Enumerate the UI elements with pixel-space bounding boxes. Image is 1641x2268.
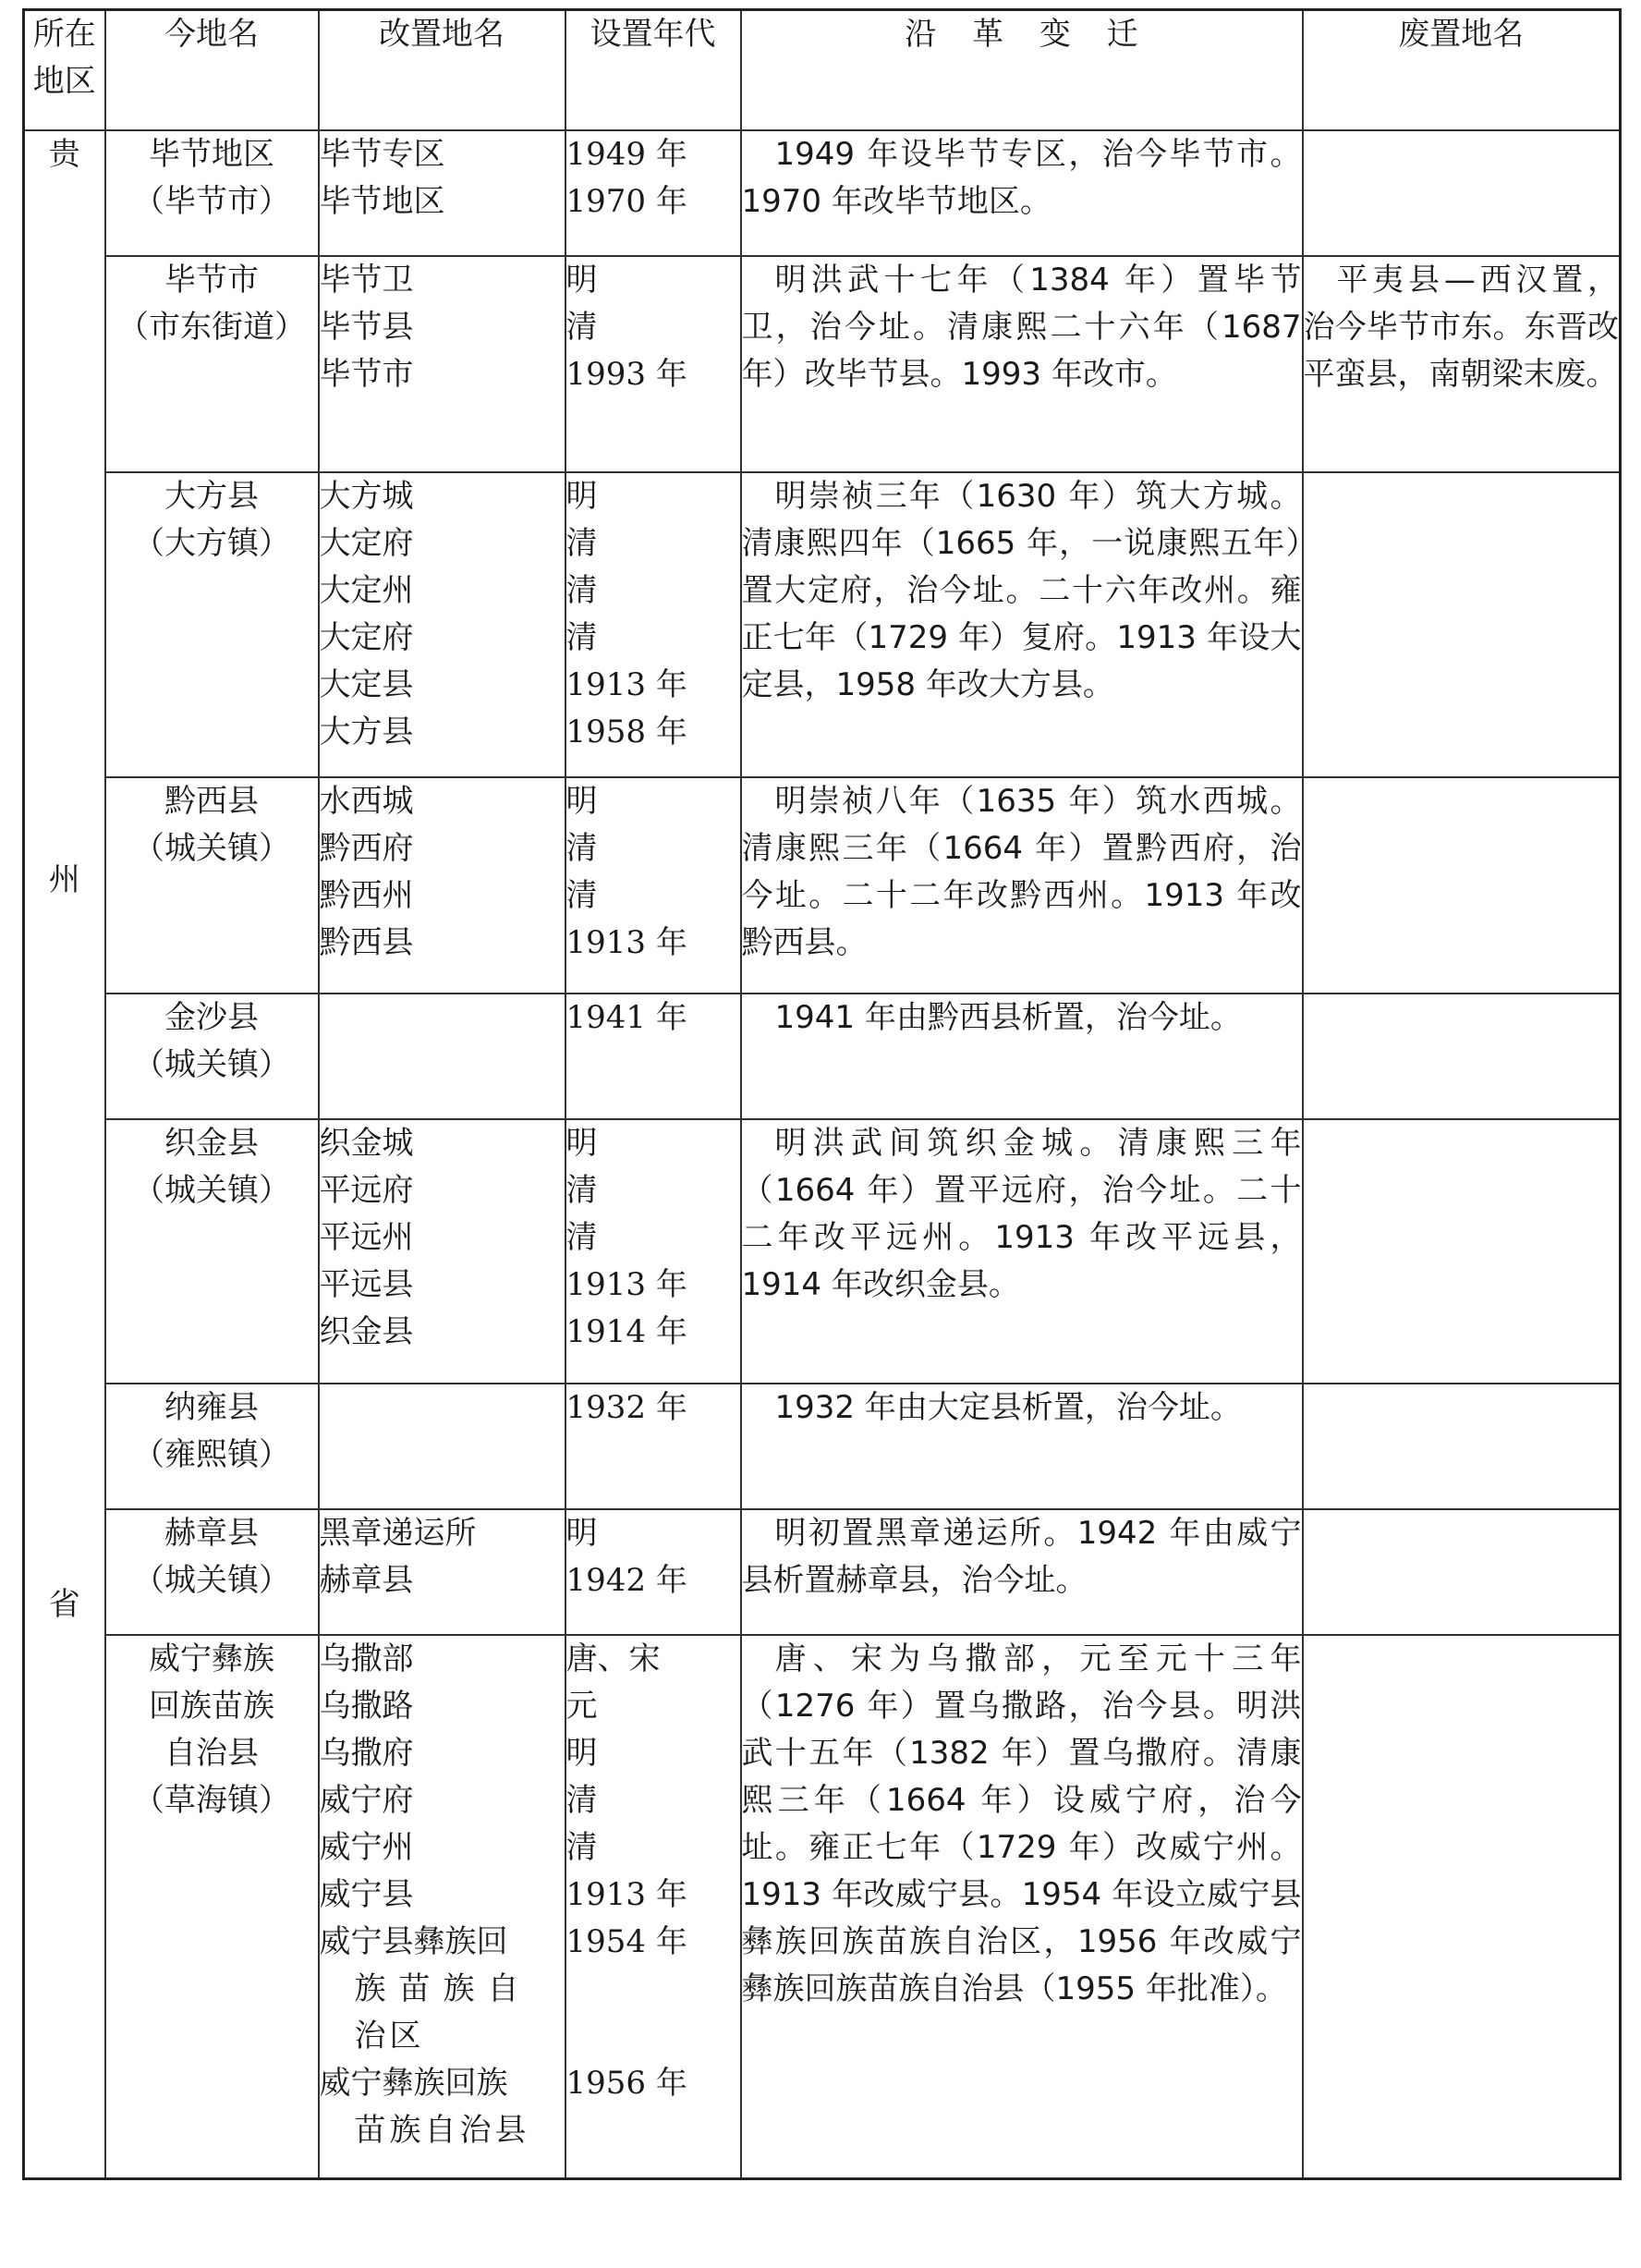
renamed-line: 威宁府 [319, 1782, 414, 1819]
header-row [24, 10, 1621, 131]
current-name-cell [105, 777, 319, 994]
year-line: 明 [565, 1735, 598, 1772]
renamed-line: 大定县 [319, 666, 414, 703]
abolished-cell [1303, 1509, 1621, 1635]
renamed-line: 乌撒路 [319, 1688, 414, 1725]
renamed-line: 苗族自治县 [354, 2112, 530, 2149]
name-line: 大方县 [164, 478, 259, 515]
table-row [24, 1635, 1621, 2179]
year-line: 清 [565, 1782, 598, 1819]
year-line: 1913 年 [565, 1266, 687, 1303]
header-current-name: 今地名 [105, 10, 319, 131]
abolished-cell: 平夷县—西汉置，治今毕节市东。东晋改平蛮县，南朝梁末废。 [1303, 256, 1621, 472]
year-line: 清 [565, 877, 598, 914]
name-line: 黔西县 [164, 783, 259, 820]
table-row [24, 1384, 1621, 1509]
year-line: 清 [565, 572, 598, 609]
renamed-line: 威宁县彝族回 [319, 1923, 508, 1960]
years-cell [565, 994, 741, 1119]
year-line: 清 [565, 830, 598, 867]
renamed-line: 黔西州 [319, 877, 414, 914]
year-line: 1941 年 [565, 999, 687, 1036]
year-line: 1913 年 [565, 924, 687, 961]
abolished-cell [1303, 130, 1621, 256]
header-region-line2: 地区 [32, 63, 96, 100]
name-line: （雍熙镇） [133, 1436, 290, 1473]
name-line: 金沙县 [164, 999, 259, 1036]
header-abolished: 废置地名 [1303, 10, 1621, 131]
renamed-line: 黔西县 [319, 924, 414, 961]
region-cell [24, 130, 105, 2179]
current-name-cell [105, 256, 319, 472]
history-cell: 明崇祯八年（1635 年）筑水西城。清康熙三年（1664 年）置黔西府，治今址。二十二年改黔西州。1913 年改黔西县。 [741, 777, 1303, 994]
years-cell [565, 1119, 741, 1384]
region-char: 省 [48, 1586, 80, 1623]
history-cell: 明崇祯三年（1630 年）筑大方城。清康熙四年（1665 年，一说康熙五年）置大定府，治今址。二十六年改州。雍正七年（1729 年）复府。1913 年设大定县，1958 年改大方县。 [741, 472, 1303, 777]
renamed-cell [319, 256, 565, 472]
year-line: 1914 年 [565, 1313, 687, 1350]
year-line: 1954 年 [565, 1923, 687, 1960]
year-line: 1993 年 [565, 356, 687, 393]
current-name-cell [105, 1509, 319, 1635]
header-year-set: 设置年代 [565, 10, 741, 131]
year-line: 明 [565, 1515, 598, 1552]
renamed-line: 毕节专区 [319, 136, 445, 173]
renamed-line: 毕节地区 [319, 183, 445, 220]
year-line: 清 [565, 525, 598, 562]
renamed-line: 威宁彝族回族 [319, 2065, 508, 2102]
year-line: 明 [565, 1125, 598, 1162]
renamed-line: 乌撒府 [319, 1735, 414, 1772]
renamed-line: 平远县 [319, 1266, 414, 1303]
history-cell: 明初置黑章递运所。1942 年由威宁县析置赫章县，治今址。 [741, 1509, 1303, 1635]
renamed-line: 大方城 [319, 478, 414, 515]
years-cell [565, 472, 741, 777]
renamed-line: 毕节市 [319, 356, 414, 393]
year-line: 1949 年 [565, 136, 687, 173]
name-line: 回族苗族 [149, 1688, 274, 1725]
renamed-line: 平远州 [319, 1219, 414, 1256]
name-line: 威宁彝族 [149, 1640, 274, 1677]
table-row [24, 1509, 1621, 1635]
year-line: 1913 年 [565, 666, 687, 703]
name-line: （城关镇） [133, 1562, 290, 1599]
year-line: 明 [565, 478, 598, 515]
renamed-line: 毕节县 [319, 309, 414, 346]
renamed-cell [319, 130, 565, 256]
history-cell: 唐、宋为乌撒部，元至元十三年（1276 年）置乌撒路，治今县。明洪武十五年（1382 年）置乌撒府。清康熙三年（1664 年）设威宁府，治今址。雍正七年（1729 年）改威宁州。1913 年改威宁县。1954 年设立威宁县彝族回族苗族自治区，1956 年改威宁彝族回族苗族自治县（1955 年批准）。 [741, 1635, 1303, 2179]
renamed-line: 乌撒部 [319, 1640, 414, 1677]
header-renamed: 改置地名 [319, 10, 565, 131]
year-line: 1932 年 [565, 1389, 687, 1426]
year-line: 清 [565, 1172, 598, 1209]
renamed-line: 大定州 [319, 572, 414, 609]
renamed-cell [319, 777, 565, 994]
renamed-line: 毕节卫 [319, 262, 414, 299]
renamed-line: 大方县 [319, 713, 414, 750]
abolished-cell [1303, 1635, 1621, 2179]
year-line: 唐、宋 [565, 1640, 661, 1677]
history-cell: 1932 年由大定县析置，治今址。 [741, 1384, 1303, 1509]
current-name-cell [105, 994, 319, 1119]
region-char: 州 [48, 860, 80, 898]
header-region-line1: 所在 [32, 16, 96, 53]
years-cell [565, 1509, 741, 1635]
year-line: 元 [565, 1688, 598, 1725]
renamed-line: 威宁州 [319, 1829, 414, 1866]
name-line: （毕节市） [133, 183, 290, 220]
year-line: 清 [565, 619, 598, 656]
abolished-cell [1303, 472, 1621, 777]
name-line: 毕节地区 [149, 136, 274, 173]
name-line: 自治县 [164, 1735, 259, 1772]
renamed-line: 织金城 [319, 1125, 414, 1162]
years-cell [565, 1384, 741, 1509]
year-line: 1956 年 [565, 2065, 687, 2102]
table-row [24, 130, 1621, 256]
renamed-line: 黔西府 [319, 830, 414, 867]
name-line: （城关镇） [133, 1046, 290, 1083]
name-line: 织金县 [164, 1125, 259, 1162]
name-line: （城关镇） [133, 1172, 290, 1209]
history-cell: 1949 年设毕节专区，治今毕节市。1970 年改毕节地区。 [741, 130, 1303, 256]
year-line: 明 [565, 783, 598, 820]
abolished-cell [1303, 777, 1621, 994]
region-char: 贵 [48, 136, 80, 173]
renamed-line: 黑章递运所 [319, 1515, 477, 1552]
renamed-line: 水西城 [319, 783, 414, 820]
table-row [24, 777, 1621, 994]
table-row [24, 994, 1621, 1119]
renamed-line: 治区 [354, 2018, 425, 2055]
current-name-cell [105, 1119, 319, 1384]
header-history: 沿 革 变 迁 [741, 10, 1303, 131]
renamed-cell [319, 1384, 565, 1509]
renamed-line: 大定府 [319, 525, 414, 562]
years-cell [565, 256, 741, 472]
renamed-cell [319, 1509, 565, 1635]
year-line: 明 [565, 262, 598, 299]
abolished-cell [1303, 994, 1621, 1119]
history-cell: 明洪武十七年（1384 年）置毕节卫，治今址。清康熙二十六年（1687 年）改毕节县。1993 年改市。 [741, 256, 1303, 472]
name-line: （城关镇） [133, 830, 290, 867]
table-row [24, 256, 1621, 472]
renamed-cell [319, 472, 565, 777]
history-cell: 明洪武间筑织金城。清康熙三年（1664 年）置平远府，治今址。二十二年改平远州。1913 年改平远县，1914 年改织金县。 [741, 1119, 1303, 1384]
renamed-cell [319, 994, 565, 1119]
renamed-line: 威宁县 [319, 1876, 414, 1913]
years-cell [565, 777, 741, 994]
gazetteer-table [22, 8, 1622, 2180]
current-name-cell [105, 1384, 319, 1509]
renamed-cell [319, 1119, 565, 1384]
year-line: 清 [565, 309, 598, 346]
name-line: （草海镇） [133, 1782, 290, 1819]
years-cell [565, 1635, 741, 2179]
abolished-cell [1303, 1119, 1621, 1384]
name-line: （大方镇） [133, 525, 290, 562]
renamed-line: 大定府 [319, 619, 414, 656]
years-cell [565, 130, 741, 256]
name-line: 毕节市 [164, 262, 259, 299]
table-row [24, 472, 1621, 777]
year-line: 清 [565, 1219, 598, 1256]
renamed-cell [319, 1635, 565, 2179]
year-line: 1958 年 [565, 713, 687, 750]
renamed-line: 赫章县 [319, 1562, 414, 1599]
header-region [24, 10, 105, 131]
name-line: 赫章县 [164, 1515, 259, 1552]
current-name-cell [105, 1635, 319, 2179]
renamed-line: 织金县 [319, 1313, 414, 1350]
current-name-cell [105, 130, 319, 256]
year-line: 1913 年 [565, 1876, 687, 1913]
history-cell: 1941 年由黔西县析置，治今址。 [741, 994, 1303, 1119]
table-row [24, 1119, 1621, 1384]
renamed-line: 族苗族自 [354, 1970, 532, 2007]
year-line: 1942 年 [565, 1562, 687, 1599]
name-line: 纳雍县 [164, 1389, 259, 1426]
renamed-line: 平远府 [319, 1172, 414, 1209]
year-line: 1970 年 [565, 183, 687, 220]
year-line: 清 [565, 1829, 598, 1866]
abolished-cell [1303, 1384, 1621, 1509]
current-name-cell [105, 472, 319, 777]
name-line: （市东街道） [117, 309, 306, 346]
